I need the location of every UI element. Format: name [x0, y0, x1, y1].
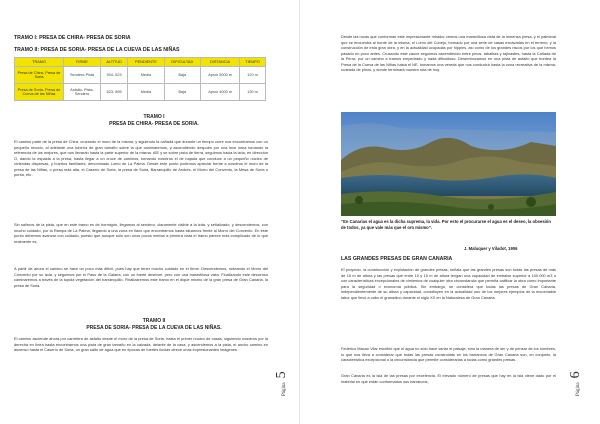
caption-author: J. Maluquer y Viladot, 1906: [464, 246, 518, 251]
paragraph: Gran Canaria es la isla de las presas por excelencia. El elevado número de presas que hay en la isla viene dado por el material en que están conformados sus barrancos,: [341, 373, 556, 384]
table-row: [15, 67, 266, 84]
section-title-tramo-2: [64, 318, 244, 331]
page-word: Página: [576, 382, 581, 396]
table-header: FIRME: [64, 58, 101, 67]
section-title-line: PRESA DE CHIRA- PRESA DE SORIA.: [109, 120, 199, 127]
page-number-right: [566, 371, 584, 396]
section-title-line: PRESA DE SORIA- PRESA DE LA CUEVA DE LAS NIÑAS.: [86, 324, 222, 331]
table-cell: Baja: [164, 84, 200, 101]
page-number: 5: [274, 371, 289, 379]
paragraph: El proyecto, la construcción y explotación de grandes presas, señala que las grandes presas son todas las presas de más de 15 m de altura y las presas que entre 10 y 15 m de altura tengan una capacidad de embalse superior a 100.000 m3 o con características excepcionales de cimientos de cualquier otra circunstancia que permita calificar la obra como importante para la seguridad o economía pública. Sin embargo, se considera que todas las presas de Gran Canaria, independientemente de su altura y capacidad, constituyen en la actualidad uno de los mejores ejemplos de la encomiable labor que llevó a cabo el granadino durante el siglo XX en la Naturaleza de Gran Canaria.: [341, 267, 556, 300]
paragraph: Desde las rocas que conforman este impresionante mirador vemos una maravillosa vista de la inmensa presa, y el palmeral que se encuentra al borde de la misma, el Lomo del Conejo, formado por una serie de casas excavadas en el terreno, y la construcción de esta gran obra, y en la actualidad ocupadas por hippies, así como de los grandes riscos por los que hemos pasado en poco antes. Cruzando este cauce seguimos ascendiendo entre pinos, tabaibas y tajinastes, hasta la Cañada de la Perra, por un camino a tramos empedrado y nada dificultoso. Desembocamos en una pista de asfalto que bordea la Presa de la Cueva de las Niñas hasta el NE, tomamos una vereda que nos conducirá hasta la zona recreativa de la misma, rodeada de pinos, y donde terminará nuestra ruta de hoy.: [341, 34, 556, 72]
landscape-photo-icon: [341, 112, 556, 216]
table-header: DISTANCIA: [201, 58, 240, 67]
table-cell: Aprox 5000 m: [201, 67, 240, 84]
table-cell: Presa de Chira- Presa de Soria: [15, 67, 64, 84]
table-header: DIFICULTAD: [164, 58, 200, 67]
table-cell: 130 m: [240, 84, 266, 101]
paragraph: Sin salirnos de la pista, que en este tramo es de hormigón, llegamos al sendero, claramente visible a la izda. y señalizado, y descendemos, con mucho cuidado, por la Rampa de La Palma, llegando a una zona en llano que encontramos hasta situarnos frente al Morro del Convento. En este punto debemos avanzar con cuidado, puesto que aunque sólo son unos pocos metros a primera vista el tramo parece más complicado de lo que realmente es.: [14, 222, 268, 244]
section-title-line: TRAMO I: [143, 114, 165, 120]
heading-tramo-2: TRAMO II: PRESA DE SORIA- PRESA DE LA CUEVA DE LAS NIÑAS: [14, 47, 180, 53]
table-header: TIEMPO: [240, 58, 266, 67]
table-row: [15, 84, 266, 101]
section-title-line: TRAMO II: [142, 318, 166, 324]
paragraph: A partir de ahora el camino se hace un poco más difícil, pues hay que tener mucho cuidado en el firme. Descendemos, rodeando el Morro del Convento por su izda. y seguimos por el Paso de la Galana, con un fuerte desnivel, pero con una maravillosa vista. Finalizando este descenso caminaremos a través de la tupida vegetación del barranquillo. Finalizaremos este tramo en el dique mismo de la gran presa de Gran Canaria, la presa de Soria.: [14, 266, 268, 288]
table-cell: Media: [128, 67, 164, 84]
table-header: TRAMO: [15, 58, 64, 67]
table-cell: Sendero-Pista: [64, 67, 101, 84]
table-header-row: [15, 58, 266, 67]
page-word: Página: [282, 382, 287, 396]
paragraph: El camino parte de la presa de Chira, cruzando el muro de la misma, y siguiendo la cañada que durante un tiempo corre nos encontramos con un pequeño recodo, al adelante una tubería de gran tamaño sobre la que caminaremos, y ascendiendo después por una leve loma tomando la referencia de los mejores, que nos llevarán hasta la parte superior de la misma. AÍE y se sobre pista de tierra, seguimos hacia la izda, en dirección O, dando la espalda a la presa, hasta llegar a un cruce de caminos, tomando nosotros el de bajada que conduce a un pequeño núcleo de viviendas dispersas, y huertos familiares, denominado Lomo de La Palma. Desde este punto podemos apreciar frente a nosotros el muro de la presa de las Niñas, o presa más alta, el Caserío de Soria, la presa de Soria, Barranquillo de Andrés, el Morro del Convento, la Mesa de Soria o punta, etc..: [14, 139, 268, 177]
photo-caption: “En Canarias el agua es la dicha suprema, la vida. Por esto el procurarse el agua es el deseo, la obsesión de todos, ya que vale más que el oro mismo”.: [341, 219, 551, 230]
table-cell: Asfalto- Pista-Sendero: [64, 84, 101, 101]
table-header: ALTITUD: [101, 58, 128, 67]
table-cell: 904- 623: [101, 67, 128, 84]
paragraph: Federico Macau Vilar escribió que el agua no sólo hace variar el paisaje, sino la manera de ser y de pensar de los hombres, lo que nos lleva a considerar que todas las presas construidas en los barrancos de Gran Canaria son, en conjunto, la característica excepcional o la circunstancia que permite considerarlas a todas como grandes presas.: [341, 346, 556, 362]
table-cell: Baja: [164, 67, 200, 84]
paragraph: El camino asciende ahora por carretera de asfalto desde el muro de la presa de Soria, hasta el primer núcleo de casas, siguiendo nosotros por la derecha en línea hasta encontrarnos una pista de gran tamaño en la calzada, delante de la casa, y ascendemos a la pista, el ancho camino en ascenso hasta el Caserío de Soria, un gran salto de agua que en épocas de fuertes lluvias ofrece unas impresionantes imágenes.: [14, 336, 268, 352]
page-number: 6: [568, 371, 583, 379]
table-header: PENDIENTE: [128, 58, 164, 67]
table-cell: Media: [128, 84, 164, 101]
table-cell: 120 m: [240, 67, 266, 84]
section-title-grandes-presas: LAS GRANDES PRESAS DE GRAN CANARIA: [341, 256, 453, 262]
table-cell: 623- 895: [101, 84, 128, 101]
route-table: [14, 57, 266, 101]
heading-tramo-1: TRAMO I: PRESA DE CHIRA- PRESA DE SORIA: [14, 35, 131, 41]
page-number-left: [272, 371, 290, 396]
table-cell: Aprox 4000 m: [201, 84, 240, 101]
section-title-tramo-1: [64, 114, 244, 127]
table-cell: Presa de Soria- Presa de Cueva de las Niñas: [15, 84, 64, 101]
